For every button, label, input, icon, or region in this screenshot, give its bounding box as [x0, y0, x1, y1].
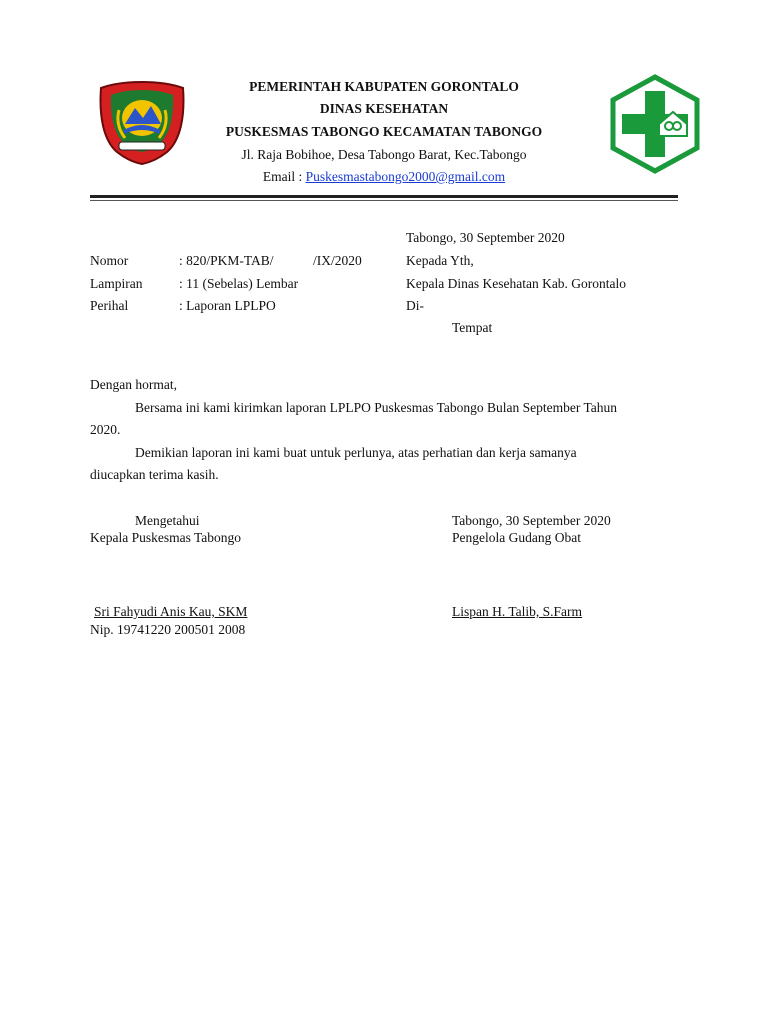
email-link[interactable]: Puskesmastabongo2000@gmail.com: [305, 169, 506, 184]
body-paragraph-2-line-2: diucapkan terima kasih.: [90, 467, 219, 482]
letterhead-department: DINAS KESEHATAN: [319, 101, 449, 116]
body-paragraph-1-line-1: Bersama ini kami kirimkan laporan LPLPO Puskesmas Tabongo Bulan September Tahun: [135, 400, 618, 415]
letterhead-divider-thin: [90, 200, 678, 201]
signature-left-nip: Nip. 19741220 200501 2008: [90, 622, 246, 637]
body-paragraph-1-line-2: 2020.: [90, 422, 121, 437]
lampiran-label: Lampiran: [90, 276, 143, 291]
lampiran-value: : 11 (Sebelas) Lembar: [179, 276, 299, 291]
signature-right-title: Pengelola Gudang Obat: [452, 530, 581, 545]
body-paragraph-2-line-1: Demikian laporan ini kami buat untuk perlunya, atas perhatian dan kerja samanya: [135, 445, 577, 460]
letterhead-puskesmas: PUSKESMAS TABONGO KECAMATAN TABONGO: [225, 124, 543, 139]
greeting: Dengan hormat,: [90, 377, 177, 392]
recipient-kepada: Kepada Yth,: [406, 253, 474, 268]
signature-left-mengetahui: Mengetahui: [135, 513, 200, 528]
signature-left-name: Sri Fahyudi Anis Kau, SKM: [94, 604, 248, 619]
letterhead-address: Jl. Raja Bobihoe, Desa Tabongo Barat, Kec.Tabongo: [241, 147, 527, 162]
perihal-value: : Laporan LPLPO: [179, 298, 276, 313]
letterhead-divider: [90, 195, 678, 198]
signature-right-date: Tabongo, 30 September 2020: [452, 513, 611, 528]
nomor-suffix: /IX/2020: [313, 253, 362, 268]
signature-left-title: Kepala Puskesmas Tabongo: [90, 530, 242, 545]
recipient-di: Di-: [406, 298, 424, 313]
recipient-tempat: Tempat: [452, 320, 493, 335]
signature-right-name: Lispan H. Talib, S.Farm: [452, 604, 583, 619]
letterhead-government: PEMERINTAH KABUPATEN GORONTALO: [249, 79, 519, 94]
letterhead-email-line: [0, 169, 768, 185]
email-label: Email :: [262, 169, 306, 184]
recipient-name: Kepala Dinas Kesehatan Kab. Gorontalo: [406, 276, 627, 291]
nomor-value: : 820/PKM-TAB/: [179, 253, 274, 268]
nomor-label: Nomor: [90, 253, 129, 268]
perihal-label: Perihal: [90, 298, 129, 313]
letter-date: Tabongo, 30 September 2020: [406, 230, 565, 245]
